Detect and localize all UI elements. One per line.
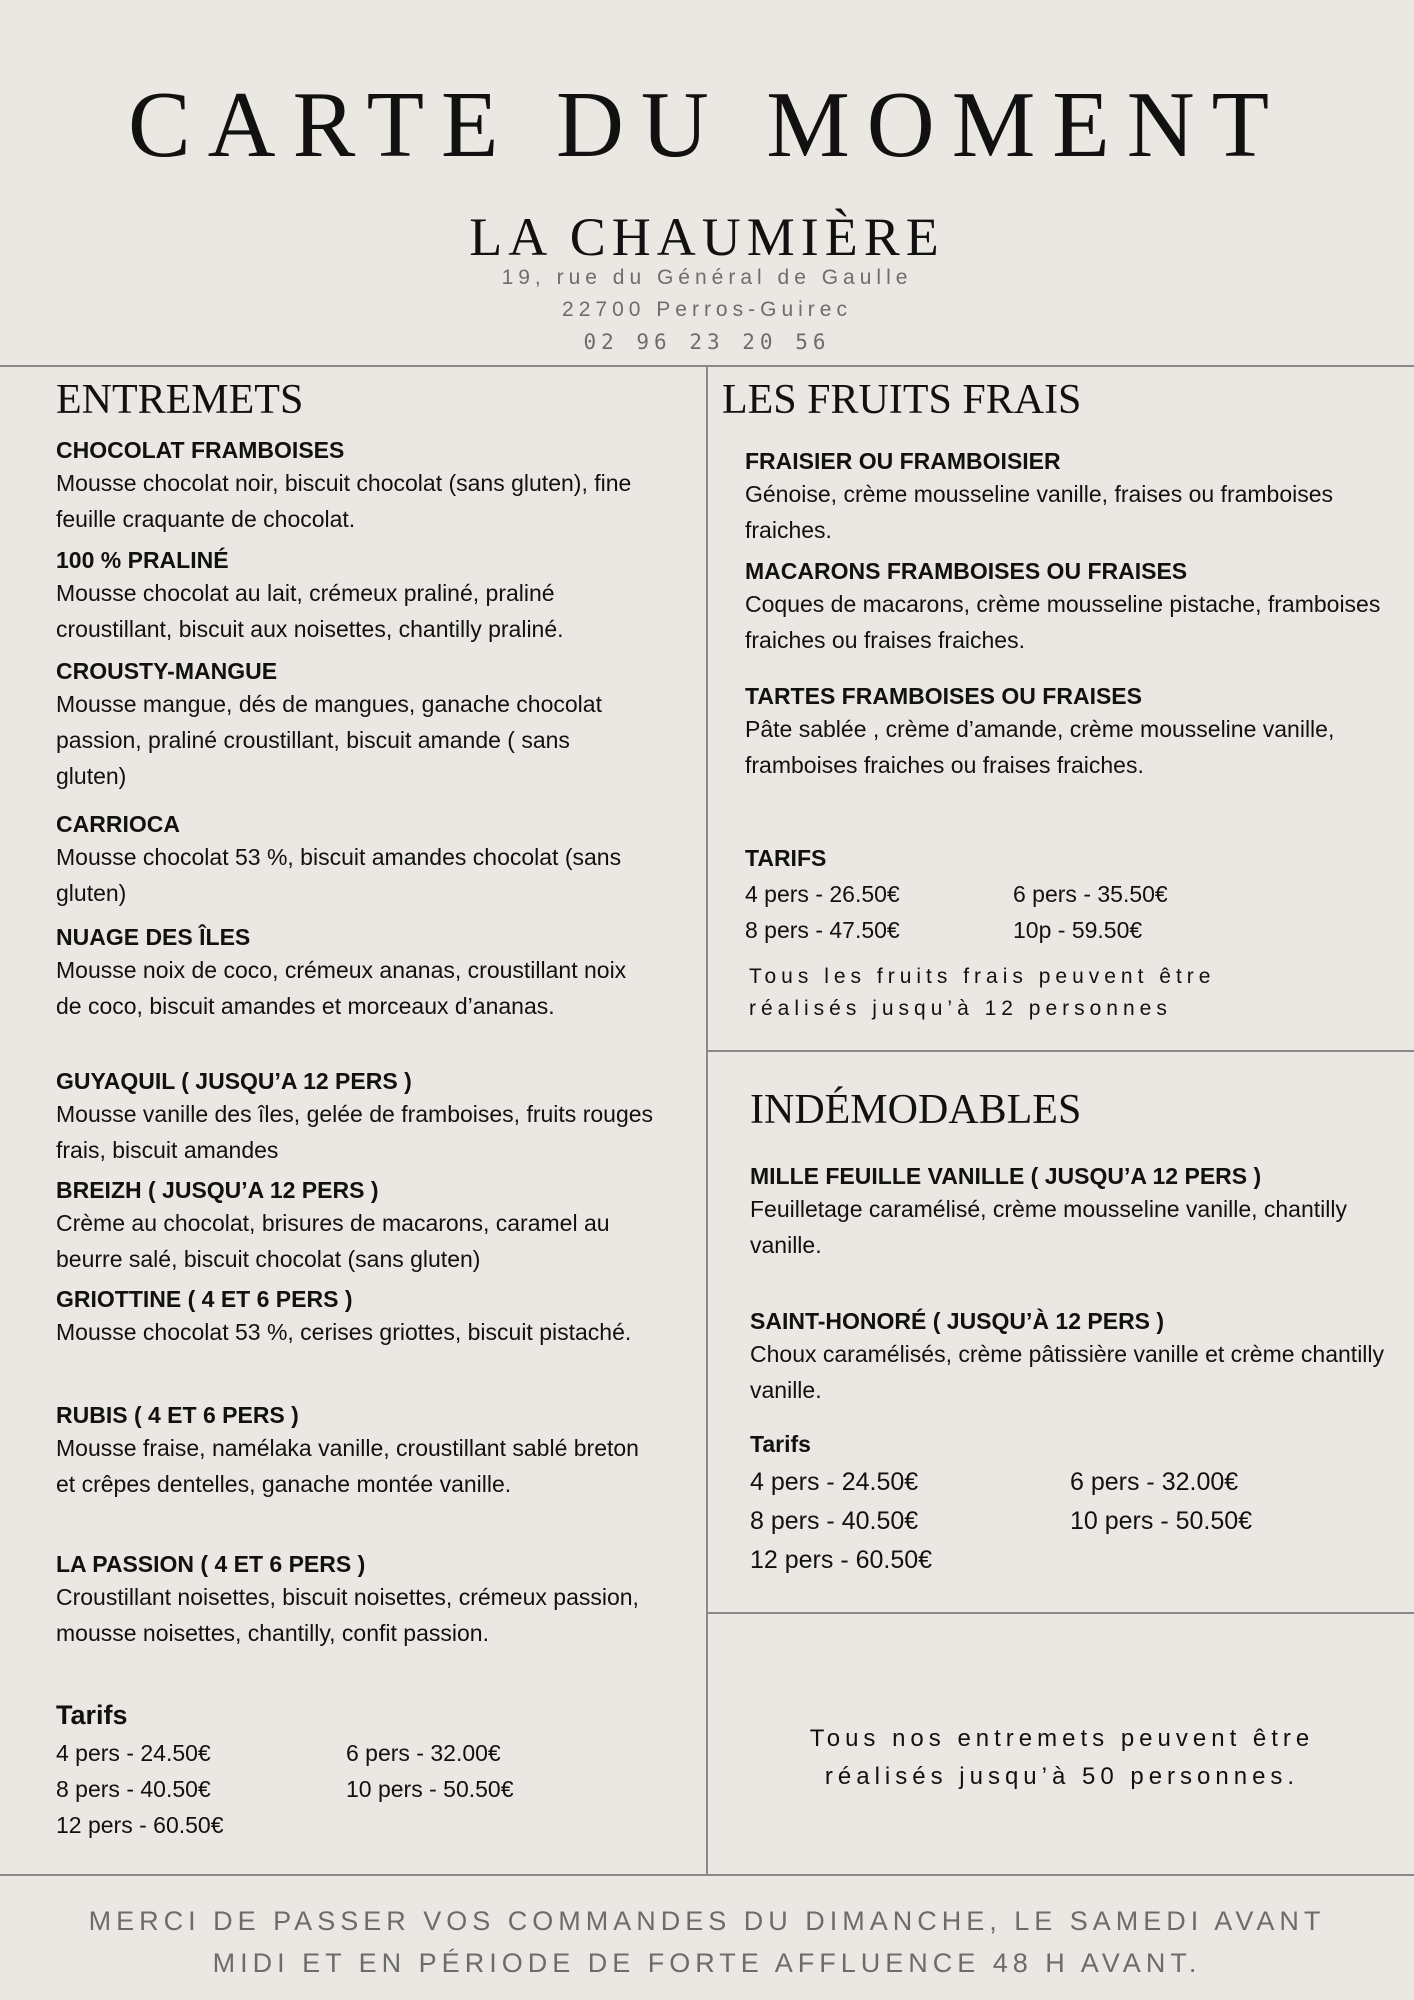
item-description: Mousse vanille des îles, gelée de framboises, fruits rouges frais, biscuit amandes [56,1101,654,1163]
item-name: CARRIOCA [56,811,180,837]
entremets-note: Tous nos entremets peuvent être [809,1725,1315,1752]
item-name: SAINT-HONORÉ ( JUSQU’À 12 PERS ) [750,1308,1165,1334]
entremets-item [56,656,616,794]
item-description: Mousse noix de coco, crémeux ananas, croustillant noix de coco, biscuit amandes et morceaux d’ananas. [56,957,627,1019]
price: 8 pers - 47.50€ [745,917,900,943]
item-name: GUYAQUIL ( JUSQU’A 12 PERS ) [56,1068,412,1094]
address-city: 22700 Perros-Guirec [562,298,852,321]
item-description: Croustillant noisettes, biscuit noisettes, crémeux passion, mousse noisettes, chantilly, confit passion. [56,1584,639,1646]
indemodables-divider [708,1612,1414,1614]
item-description: Mousse chocolat 53 %, cerises griottes, biscuit pistaché. [56,1319,632,1345]
phone-number: 02 96 23 20 56 [583,330,831,354]
fruits-item [745,681,1385,783]
item-description: Mousse chocolat 53 %, biscuit amandes chocolat (sans gluten) [56,844,622,906]
price: 6 pers - 32.00€ [1070,1468,1239,1496]
price: 10p - 59.50€ [1013,917,1143,943]
price: 6 pers - 32.00€ [346,1740,501,1766]
column-divider [706,366,708,1876]
tarifs-grid [56,1735,566,1843]
item-description: Choux caramélisés, crème pâtissière vanille et crème chantilly vanille. [750,1341,1385,1403]
price: 12 pers - 60.50€ [56,1812,224,1838]
entremets-note: réalisés jusqu’à 50 personnes. [824,1763,1300,1790]
price: 4 pers - 26.50€ [745,881,900,907]
item-description: Crème au chocolat, brisures de macarons, caramel au beurre salé, biscuit chocolat (sans gluten) [56,1210,610,1272]
entremets-item [56,1400,656,1502]
menu-title: CARTE DU MOMENT [127,73,1286,177]
item-name: CHOCOLAT FRAMBOISES [56,437,345,463]
fruits-item [745,556,1385,658]
footer-notice [0,1900,1414,1984]
tarifs-title: TARIFS [745,845,827,871]
price: 10 pers - 50.50€ [1070,1507,1253,1535]
price: 12 pers - 60.50€ [750,1546,933,1574]
footer-line: MIDI ET EN PÉRIODE DE FORTE AFFLUENCE 48 H AVANT. [212,1948,1202,1978]
item-description: Mousse fraise, namélaka vanille, croustillant sablé breton et crêpes dentelles, ganache montée vanille. [56,1435,639,1497]
item-name: BREIZH ( JUSQU’A 12 PERS ) [56,1177,379,1203]
fruits-note: Tous les fruits frais peuvent être [749,965,1216,988]
entremets-item [56,1284,636,1350]
fruits-divider [708,1050,1414,1052]
price: 8 pers - 40.50€ [750,1507,919,1535]
address-street: 19, rue du Général de Gaulle [501,266,913,289]
tarifs-grid [750,1463,1300,1580]
restaurant-name: LA CHAUMIÈRE [469,207,945,267]
tarifs-grid [745,876,1233,948]
item-name: 100 % PRALINÉ [56,547,229,573]
price: 8 pers - 40.50€ [56,1776,211,1802]
entremets-item [56,1175,656,1277]
tarifs-title: Tarifs [750,1431,811,1457]
item-name: NUAGE DES ÎLES [56,924,251,950]
entremets-item [56,809,656,911]
fruits-item [745,446,1385,548]
item-name: LA PASSION ( 4 ET 6 PERS ) [56,1551,366,1577]
entremets-item [56,545,656,647]
section-title-entremets: ENTREMETS [56,377,304,423]
item-name: FRAISIER OU FRAMBOISIER [745,448,1061,474]
fruits-note: réalisés jusqu’à 12 personnes [749,997,1172,1020]
entremets-item [56,1549,656,1651]
indemodables-item [750,1306,1390,1408]
item-name: MACARONS FRAMBOISES OU FRAISES [745,558,1188,584]
item-description: Coques de macarons, crème mousseline pistache, framboises fraiches ou fraises fraiches. [745,591,1381,653]
section-title-fruits-frais: LES FRUITS FRAIS [722,377,1082,423]
item-name: TARTES FRAMBOISES OU FRAISES [745,683,1142,709]
item-description: Génoise, crème mousseline vanille, fraises ou framboises fraiches. [745,481,1334,543]
footer-divider [0,1874,1414,1876]
entremets-item [56,922,656,1024]
price: 6 pers - 35.50€ [1013,881,1168,907]
item-description: Feuilletage caramélisé, crème mousseline vanille, chantilly vanille. [750,1196,1347,1258]
item-description: Mousse chocolat noir, biscuit chocolat (sans gluten), fine feuille craquante de chocolat. [56,470,632,532]
entremets-item [56,1066,656,1168]
price: 10 pers - 50.50€ [346,1776,514,1802]
item-description: Mousse mangue, dés de mangues, ganache chocolat passion, praliné croustillant, biscuit amande ( sans gluten) [56,691,602,789]
tarifs-title: Tarifs [56,1700,128,1730]
section-title-indemodables: INDÉMODABLES [750,1087,1082,1133]
item-description: Pâte sablée , crème d’amande, crème mousseline vanille, framboises fraiches ou fraises fraiches. [745,716,1335,778]
item-name: RUBIS ( 4 ET 6 PERS ) [56,1402,299,1428]
item-name: MILLE FEUILLE VANILLE ( JUSQU’A 12 PERS ) [750,1163,1262,1189]
footer-line: MERCI DE PASSER VOS COMMANDES DU DIMANCHE, LE SAMEDI AVANT [88,1906,1326,1936]
price: 4 pers - 24.50€ [56,1740,211,1766]
price: 4 pers - 24.50€ [750,1468,919,1496]
item-description: Mousse chocolat au lait, crémeux praliné, praliné croustillant, biscuit aux noisettes, chantilly praliné. [56,580,564,642]
entremets-item [56,435,656,537]
item-name: CROUSTY-MANGUE [56,658,278,684]
item-name: GRIOTTINE ( 4 ET 6 PERS ) [56,1286,353,1312]
indemodables-item [750,1161,1390,1263]
